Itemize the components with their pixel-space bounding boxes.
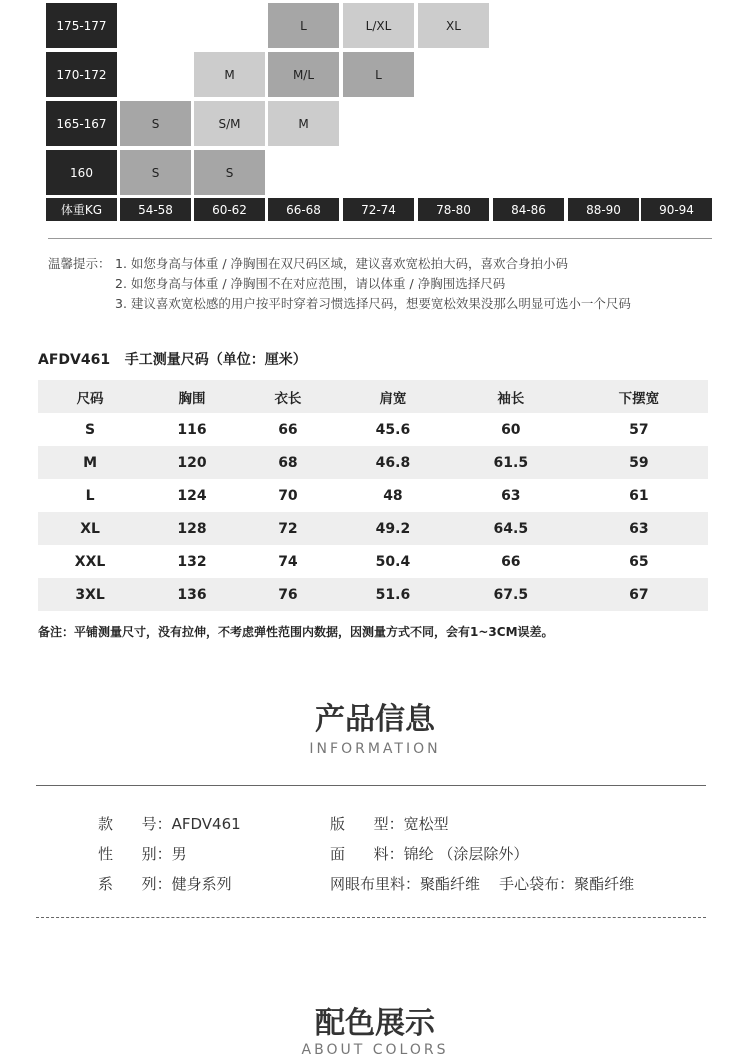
- measure-cell: 60: [501, 421, 521, 438]
- weight-range: 78-80: [418, 198, 489, 221]
- measure-cell: 74: [278, 553, 298, 570]
- measure-cell: XL: [38, 512, 142, 545]
- measure-cell: 57: [629, 421, 649, 438]
- height-label: 165-167: [46, 101, 117, 146]
- measure-cell: 59: [570, 446, 708, 479]
- measure-header-cell: 袖长: [452, 380, 570, 413]
- measure-cell: 63: [570, 512, 708, 545]
- weight-range: 88-90: [568, 198, 639, 221]
- info-top-rule: [36, 785, 706, 786]
- measure-cell: 49.2: [334, 512, 452, 545]
- measure-header-cell: 胸围: [142, 380, 242, 413]
- product-info-subtitle: INFORMATION: [309, 741, 441, 757]
- info-gender: 性 别：男: [98, 845, 187, 863]
- measure-cell: 72: [242, 512, 334, 545]
- measure-cell: 46.8: [334, 446, 452, 479]
- height-label: 175-177: [46, 3, 117, 48]
- measure-cell: M: [38, 446, 142, 479]
- info-style-no: 款 号：AFDV461: [98, 815, 241, 833]
- measure-title: AFDV461 手工测量尺码（单位：厘米）: [38, 352, 307, 368]
- weight-range: 66-68: [268, 198, 339, 221]
- size-cell: M/L: [268, 52, 339, 97]
- measurement-table: [38, 380, 708, 611]
- measure-cell: 63: [501, 487, 521, 504]
- tip-item: 3. 建议喜欢宽松感的用户按平时穿着习惯选择尺码，想要宽松效果没那么明显可选小一个尺码: [115, 296, 631, 311]
- measure-cell: 64.5: [452, 512, 570, 545]
- size-cell: M: [194, 52, 265, 97]
- measure-header-cell: 尺码: [38, 380, 142, 413]
- measure-cell: S: [85, 421, 96, 438]
- measure-cell: 51.6: [334, 578, 452, 611]
- info-series: 系 列：健身系列: [98, 875, 232, 893]
- info-fabric: 面 料：锦纶 （涂层除外）: [330, 845, 529, 863]
- measure-row: [38, 512, 708, 545]
- info-bottom-rule: [36, 917, 706, 918]
- measure-cell: 132: [177, 553, 207, 570]
- measure-cell: 50.4: [375, 553, 411, 570]
- measure-header-cell: 衣长: [242, 380, 334, 413]
- measure-row: [38, 479, 708, 512]
- measure-cell: 70: [278, 487, 298, 504]
- size-cell: M: [268, 101, 339, 146]
- measure-cell: 116: [177, 421, 207, 438]
- size-cell: L: [343, 52, 414, 97]
- measure-note: 备注：平铺测量尺寸，没有拉伸，不考虑弹性范围内数据，因测量方式不同，会有1~3CM误差。: [38, 625, 554, 639]
- height-label: 160: [46, 150, 117, 195]
- measure-cell: 120: [142, 446, 242, 479]
- size-cell: XL: [418, 3, 489, 48]
- weight-range: 84-86: [493, 198, 564, 221]
- info-fit: 版 型：宽松型: [330, 815, 449, 833]
- measure-header-cell: 肩宽: [334, 380, 452, 413]
- measure-cell: 67: [570, 578, 708, 611]
- measure-row: [38, 446, 708, 479]
- measure-row: [38, 413, 708, 446]
- measure-cell: XXL: [74, 553, 106, 570]
- measure-cell: 124: [177, 487, 207, 504]
- measure-cell: 66: [278, 421, 298, 438]
- size-chart-divider: [48, 238, 712, 239]
- size-cell: S: [120, 101, 191, 146]
- measure-cell: 67.5: [452, 578, 570, 611]
- measure-row: [38, 545, 708, 578]
- weight-range: 72-74: [343, 198, 414, 221]
- size-cell: S: [194, 150, 265, 195]
- colors-title: 配色展示: [315, 1006, 435, 1041]
- measure-cell: 128: [142, 512, 242, 545]
- size-cell: L: [268, 3, 339, 48]
- measure-cell: L: [85, 487, 95, 504]
- info-lining: 网眼布里料：聚酯纤维 手心袋布：聚酯纤维: [330, 875, 635, 893]
- measure-cell: 45.6: [375, 421, 411, 438]
- measure-cell: 48: [383, 487, 403, 504]
- measure-cell: 68: [242, 446, 334, 479]
- weight-row-label: 体重KG: [46, 198, 117, 221]
- measure-cell: 61: [629, 487, 649, 504]
- measure-cell: 3XL: [38, 578, 142, 611]
- height-label: 170-172: [46, 52, 117, 97]
- tip-item: 1. 如您身高与体重 / 净胸围在双尺码区域，建议喜欢宽松拍大码，喜欢合身拍小码: [115, 256, 569, 271]
- size-cell: L/XL: [343, 3, 414, 48]
- measure-cell: 136: [142, 578, 242, 611]
- measure-header-row: [38, 380, 708, 413]
- size-cell: S/M: [194, 101, 265, 146]
- measure-cell: 66: [501, 553, 521, 570]
- product-info-title: 产品信息: [315, 702, 435, 737]
- size-cell: S: [120, 150, 191, 195]
- measure-cell: 65: [629, 553, 649, 570]
- weight-range: 54-58: [120, 198, 191, 221]
- measure-header-cell: 下摆宽: [570, 380, 708, 413]
- weight-range: 90-94: [641, 198, 712, 221]
- tip-item: 2. 如您身高与体重 / 净胸围不在对应范围，请以体重 / 净胸围选择尺码: [115, 276, 506, 291]
- measure-row: [38, 578, 708, 611]
- measure-cell: 61.5: [452, 446, 570, 479]
- measure-cell: 76: [242, 578, 334, 611]
- colors-subtitle: ABOUT COLORS: [301, 1042, 449, 1058]
- tips-label: 温馨提示：: [48, 256, 111, 271]
- weight-range: 60-62: [194, 198, 265, 221]
